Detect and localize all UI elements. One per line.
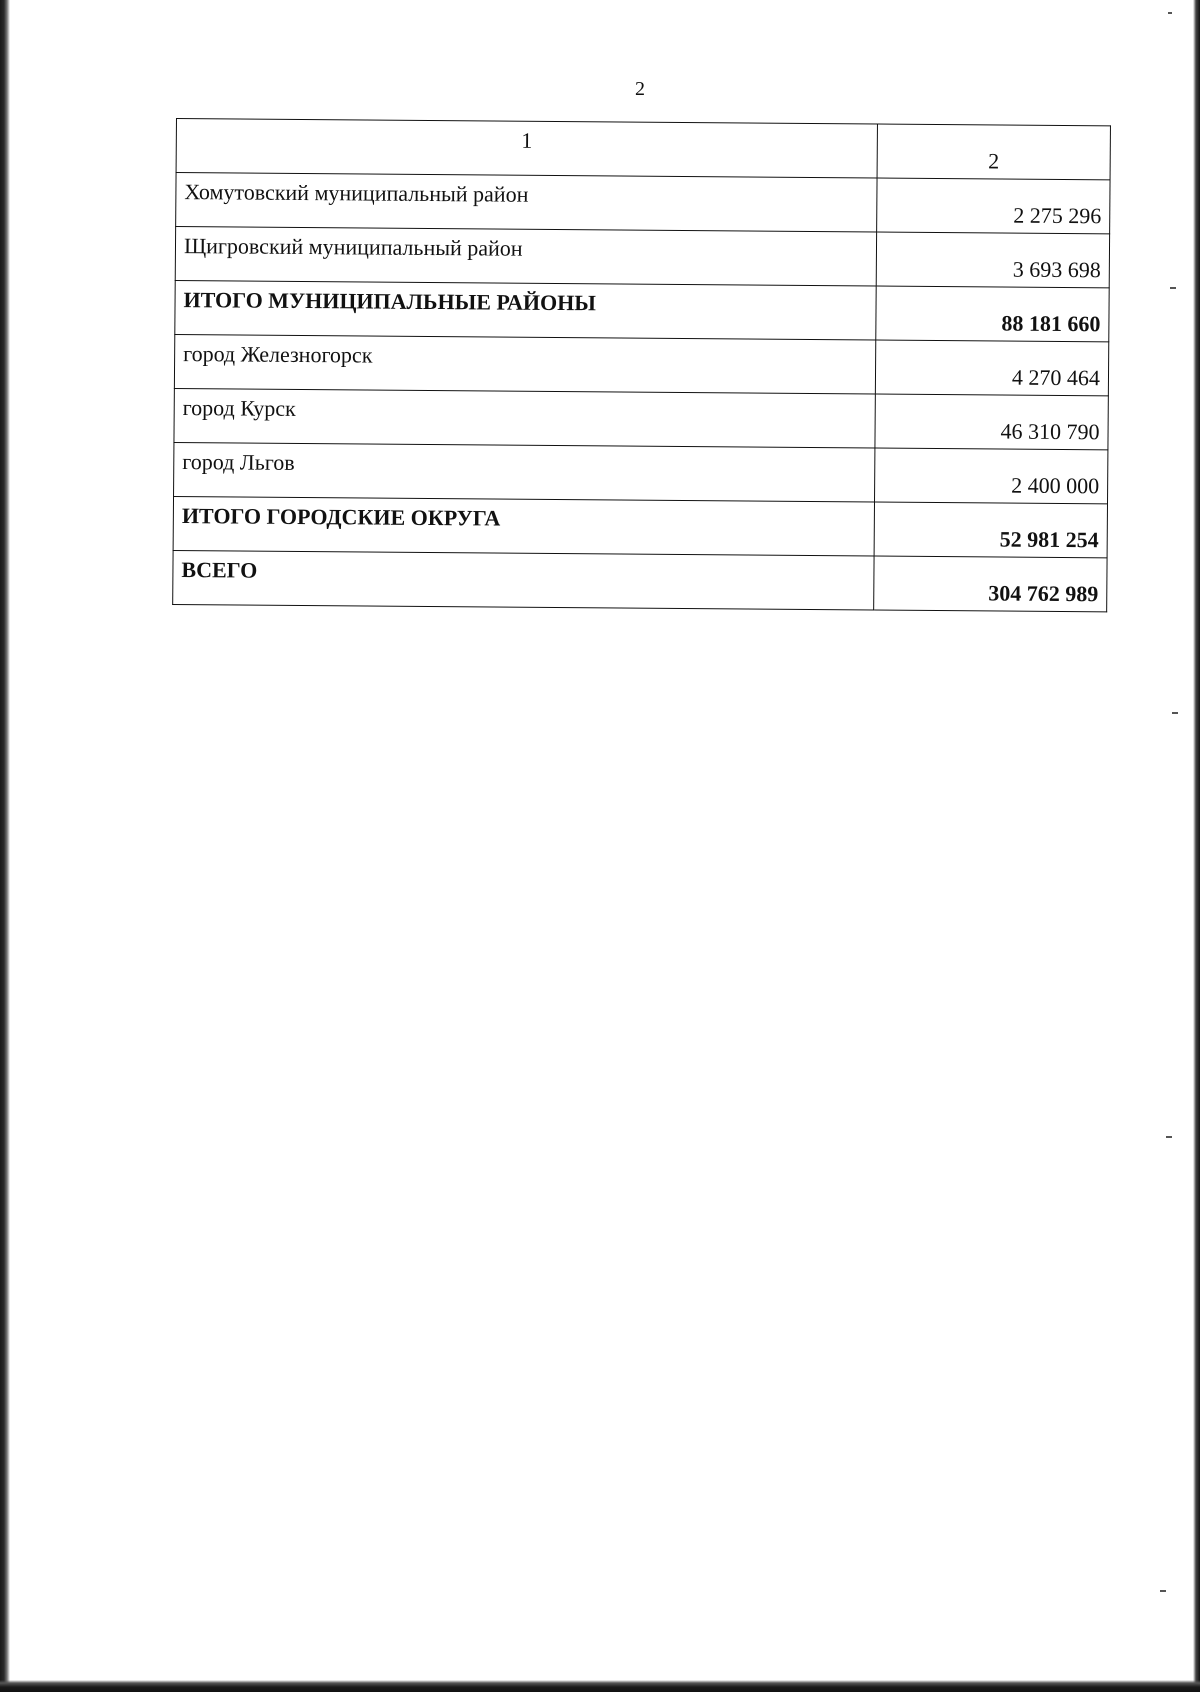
table-row [174,442,1108,503]
page-number: 2 [635,78,645,100]
table-row [173,496,1107,557]
row-label: город Железногорск [174,334,875,394]
row-value: 304 762 989 [874,556,1107,612]
scan-speck [1170,287,1176,289]
scan-speck [1166,1136,1172,1138]
row-label: город Курск [174,388,875,448]
table-row [173,550,1107,611]
row-value: 4 270 464 [875,340,1108,396]
row-value: 52 981 254 [874,502,1107,558]
header-col-1: 1 [176,119,877,179]
scan-edge-bottom [0,1680,1200,1692]
data-table-container [172,118,1102,612]
row-label: город Льгов [174,442,875,502]
row-label: ВСЕГО [173,550,874,610]
row-value: 2 400 000 [875,448,1108,504]
row-label: ИТОГО МУНИЦИПАЛЬНЫЕ РАЙОНЫ [175,280,876,340]
scan-edge-left [0,0,10,1692]
scan-speck [1160,1590,1166,1592]
row-label: ИТОГО ГОРОДСКИЕ ОКРУГА [173,496,874,556]
row-value: 2 275 296 [877,178,1110,234]
table-row [175,227,1109,288]
table-row [175,280,1109,341]
row-label: Хомутовский муниципальный район [176,173,877,233]
scan-speck [1168,12,1172,14]
row-label: Щигровский муниципальный район [175,227,876,287]
table-row [174,334,1108,395]
header-col-2: 2 [877,124,1110,180]
budget-table [172,118,1111,612]
row-value: 46 310 790 [875,394,1108,450]
scan-speck [1172,712,1178,714]
table-row [174,388,1108,449]
table-row [176,173,1110,234]
scan-edge-right [1193,0,1200,1692]
row-value: 3 693 698 [876,232,1109,288]
row-value: 88 181 660 [876,286,1109,342]
table-header-row [176,119,1110,180]
